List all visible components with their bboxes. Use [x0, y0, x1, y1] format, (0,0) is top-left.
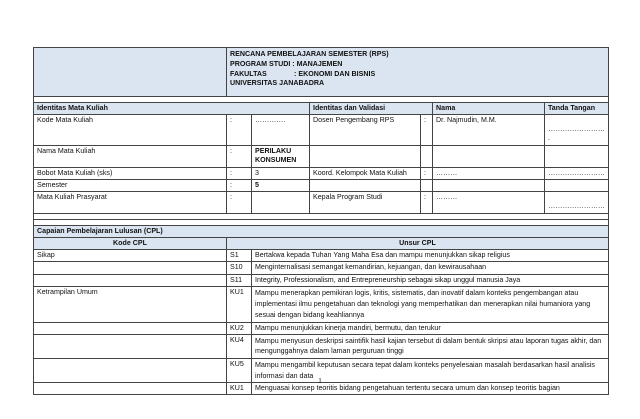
colon: : — [421, 168, 433, 180]
cpl-code: KU2 — [227, 322, 252, 334]
credit-value: 3 — [252, 168, 310, 180]
cpl-group: Ketrampilan Umum — [34, 286, 227, 322]
program-label: PROGRAM STUDI : MANAJEMEN — [230, 59, 343, 68]
identity-row — [34, 115, 609, 146]
identity-row — [34, 180, 609, 192]
developer-role: Dosen Pengembang RPS — [310, 115, 421, 146]
credit-label: Bobot Mata Kuliah (sks) — [34, 168, 227, 180]
university-name: UNIVERSITAS JANABADRA — [230, 79, 325, 88]
rps-table — [33, 47, 609, 395]
colon: : — [227, 146, 252, 168]
identity-row — [34, 168, 609, 180]
cpl-text: Menginternalisasi semangat kemandirian, kejuangan, dan kewirausahaan — [252, 262, 609, 274]
prerequisite-label: Mata Kuliah Prasyarat — [34, 192, 227, 214]
faculty-line — [230, 70, 605, 80]
identity-row — [34, 146, 609, 168]
cpl-text: Mampu menerapkan pemikiran logis, kritis, sistematis, dan inovatif dalam konteks pengembangan atau implementasi ilmu pengetahuan dan teknologi yang memperhatikan dan menerapkan nilai humaniora yang sesuai dengan bidang keahliannya — [252, 286, 609, 322]
head-program-signature: …………………… — [545, 192, 609, 214]
cpl-code-header: Kode CPL — [34, 238, 227, 250]
colon: : — [227, 192, 252, 214]
signature-header: Tanda Tangan — [545, 103, 609, 115]
identity-section-title: Identitas Mata Kuliah — [34, 103, 310, 115]
cpl-code: KU1 — [227, 286, 252, 322]
developer-signature — [545, 115, 609, 146]
header-row — [34, 48, 609, 97]
signature-dot: . — [548, 134, 550, 143]
validation-title: Identitas dan Validasi — [310, 103, 433, 115]
cpl-group — [34, 334, 227, 358]
cpl-row — [34, 250, 609, 262]
cpl-code: KU4 — [227, 334, 252, 358]
cpl-code: S10 — [227, 262, 252, 274]
cpl-code: S11 — [227, 274, 252, 286]
identity-row — [34, 192, 609, 214]
course-name-value: PERILAKU KONSUMEN — [252, 146, 310, 168]
cpl-text: Menguasai konsep teoritis bidang pengetahuan tertentu secara umum dan konsep teoritis bagian — [252, 383, 609, 395]
cpl-text: Mampu menyusun deskripsi saintifik hasil kajian tersebut di dalam bentuk skripsi atau laporan tugas akhir, dan mengunggahnya dalam laman perguruan tinggi — [252, 334, 609, 358]
page-number: 1 — [318, 376, 322, 385]
cpl-text: Bertakwa kepada Tuhan Yang Maha Esa dan mampu menunjukkan sikap religius — [252, 250, 609, 262]
colon: : — [227, 180, 252, 192]
cpl-code: S1 — [227, 250, 252, 262]
faculty-value: : EKONOMI DAN BISNIS — [294, 69, 376, 78]
prerequisite-value — [252, 192, 310, 214]
colon: : — [421, 192, 433, 214]
semester-value: 5 — [252, 180, 310, 192]
cpl-group — [34, 274, 227, 286]
header-cell — [227, 48, 609, 97]
cpl-group: Sikap — [34, 250, 227, 262]
faculty-label: FAKULTAS — [230, 69, 267, 78]
coordinator-signature: …………………… — [545, 168, 609, 180]
cpl-code: KU1 — [227, 383, 252, 395]
cpl-row — [34, 334, 609, 358]
cpl-row — [34, 262, 609, 274]
cpl-section-title: Capaian Pembelajaran Lulusan (CPL) — [34, 226, 609, 238]
colon: : — [227, 168, 252, 180]
cpl-group — [34, 322, 227, 334]
colon: : — [421, 115, 433, 146]
name-header: Nama — [433, 103, 545, 115]
identity-header-row — [34, 103, 609, 115]
signature-dots: …………………… — [548, 125, 606, 134]
rps-title: RENCANA PEMBELAJARAN SEMESTER (RPS) — [230, 50, 389, 58]
coordinator-role: Koord. Kelompok Mata Kuliah — [310, 168, 421, 180]
course-name-label: Nama Mata Kuliah — [34, 146, 227, 168]
logo-cell — [34, 48, 227, 97]
cpl-title-row — [34, 226, 609, 238]
cpl-row — [34, 322, 609, 334]
cpl-element-header: Unsur CPL — [227, 238, 609, 250]
cpl-row — [34, 274, 609, 286]
cpl-text: Mampu mengambil keputusan secara tepat dalam konteks penyelesaian masalah berdasarkan hasil analisis informasi dan data — [252, 358, 609, 382]
cpl-text: Mampu menunjukkan kinerja mandiri, bermutu, dan terukur — [252, 322, 609, 334]
developer-name: Dr. Najmudin, M.M. — [433, 115, 545, 146]
coordinator-name: ……… — [433, 168, 545, 180]
head-program-name: ……… — [433, 192, 545, 214]
cpl-row — [34, 286, 609, 322]
cpl-header-row — [34, 238, 609, 250]
head-program-role: Kepala Program Studi — [310, 192, 421, 214]
cpl-code: KU5 — [227, 358, 252, 382]
semester-label: Semester — [34, 180, 227, 192]
cpl-text: Integrity, Professionalism, and Entrepreneurship sebagai sikap unggul manusia Jaya — [252, 274, 609, 286]
course-code-label: Kode Mata Kuliah — [34, 115, 227, 146]
course-code-value: …………. — [252, 115, 310, 146]
colon: : — [227, 115, 252, 146]
cpl-group — [34, 262, 227, 274]
